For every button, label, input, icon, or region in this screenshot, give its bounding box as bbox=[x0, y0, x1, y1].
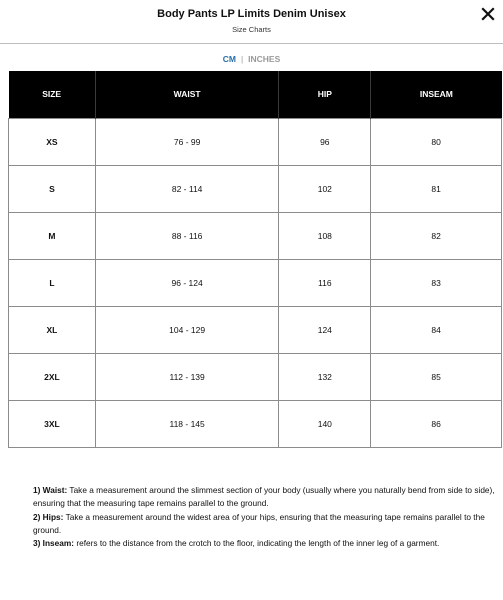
cell-inseam: 85 bbox=[371, 353, 502, 400]
cell-hip: 124 bbox=[279, 306, 371, 353]
cell-waist: 82 - 114 bbox=[95, 165, 279, 212]
cell-inseam: 82 bbox=[371, 212, 502, 259]
cell-size: S bbox=[9, 165, 96, 212]
table-row bbox=[9, 118, 502, 165]
note-waist bbox=[33, 484, 498, 511]
cell-size: 3XL bbox=[9, 400, 96, 447]
cell-inseam: 84 bbox=[371, 306, 502, 353]
cell-waist: 112 - 139 bbox=[95, 353, 279, 400]
measurement-notes bbox=[33, 484, 498, 550]
cell-hip: 102 bbox=[279, 165, 371, 212]
cell-size: XS bbox=[9, 118, 96, 165]
cell-waist: 88 - 116 bbox=[95, 212, 279, 259]
cell-inseam: 80 bbox=[371, 118, 502, 165]
unit-inches-button[interactable]: INCHES bbox=[248, 54, 281, 64]
cell-waist: 76 - 99 bbox=[95, 118, 279, 165]
page-title: Body Pants LP Limits Denim Unisex bbox=[157, 8, 346, 20]
table-row bbox=[9, 306, 502, 353]
cell-waist: 118 - 145 bbox=[95, 400, 279, 447]
header-hip: HIP bbox=[279, 71, 371, 118]
size-chart-table bbox=[8, 71, 502, 448]
cell-waist: 96 - 124 bbox=[95, 259, 279, 306]
cell-hip: 96 bbox=[279, 118, 371, 165]
cell-hip: 116 bbox=[279, 259, 371, 306]
cell-waist: 104 - 129 bbox=[95, 306, 279, 353]
note-label: 3) Inseam: bbox=[33, 538, 75, 549]
table-row bbox=[9, 259, 502, 306]
note-text: refers to the distance from the crotch to the floor, indicating the length of the inner leg of a garment. bbox=[74, 538, 440, 549]
note-inseam bbox=[33, 537, 498, 550]
cell-size: M bbox=[9, 212, 96, 259]
cell-size: XL bbox=[9, 306, 96, 353]
close-icon[interactable] bbox=[480, 6, 496, 22]
cell-size: 2XL bbox=[9, 353, 96, 400]
table-row bbox=[9, 165, 502, 212]
table-row bbox=[9, 400, 502, 447]
cell-hip: 108 bbox=[279, 212, 371, 259]
cell-inseam: 81 bbox=[371, 165, 502, 212]
header-inseam: INSEAM bbox=[371, 71, 502, 118]
table-row bbox=[9, 212, 502, 259]
table-row bbox=[9, 353, 502, 400]
unit-toggle bbox=[0, 54, 503, 64]
cell-hip: 140 bbox=[279, 400, 371, 447]
header-waist: WAIST bbox=[95, 71, 279, 118]
table-header-row bbox=[9, 71, 502, 118]
note-hips bbox=[33, 511, 498, 538]
note-text: Take a measurement around the widest area of your hips, ensuring that the measuring tape remains parallel to the ground. bbox=[33, 511, 485, 535]
unit-cm-button[interactable]: CM bbox=[222, 54, 236, 64]
header-size: SIZE bbox=[9, 71, 96, 118]
modal-header bbox=[0, 0, 503, 44]
note-label: 2) Hips: bbox=[33, 511, 64, 522]
note-text: Take a measurement around the slimmest section of your body (usually where you naturally bend from side to side), ensuring that the measuring tape remains parallel to the ground. bbox=[33, 485, 495, 509]
page-subtitle: Size Charts bbox=[232, 25, 271, 34]
cell-size: L bbox=[9, 259, 96, 306]
unit-separator: | bbox=[240, 54, 244, 64]
cell-inseam: 83 bbox=[371, 259, 502, 306]
cell-hip: 132 bbox=[279, 353, 371, 400]
cell-inseam: 86 bbox=[371, 400, 502, 447]
note-label: 1) Waist: bbox=[33, 485, 68, 495]
